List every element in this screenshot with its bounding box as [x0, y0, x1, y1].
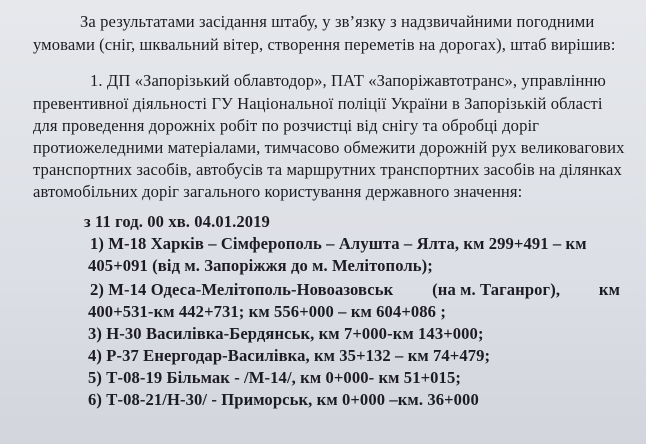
paragraph-line-3: для проведення дорожніх робіт по розчистці від снігу та обробці доріг — [33, 116, 540, 135]
road-2-line-1 — [90, 280, 620, 300]
road-2-name: 2) М-14 Одеса-Мелітополь-Новоазовськ — [90, 280, 394, 299]
paragraph-line-1: 1. ДП «Запорізький облавтодор», ПАТ «Запоріжавтотранс», управлінню — [90, 71, 606, 90]
intro-line-2: умовами (сніг, шквальний вітер, створення переметів на дорогах), штаб вирішив: — [33, 35, 616, 54]
intro-line-1: За результатами засідання штабу, у зв’язку з надзвичайними погодними — [80, 12, 595, 31]
road-4: 4) Р-37 Енергодар-Василівка, км 35+132 – км 74+479; — [88, 346, 491, 365]
road-3: 3) Н-30 Василівка-Бердянськ, км 7+000-км 143+000; — [88, 324, 484, 343]
paragraph-line-2: превентивної діяльності ГУ Національної поліції України в Запорізькій області — [33, 94, 603, 113]
road-2-km-label: км — [598, 280, 620, 299]
paragraph-line-6: автомобільних доріг загального користування державного значення: — [33, 182, 523, 201]
road-2-direction: (на м. Таганрог), — [432, 280, 561, 299]
paragraph-line-5: транспортних засобів, автобусів та маршрутних транспортних засобів на ділянках — [33, 160, 622, 179]
road-5: 5) Т-08-19 Більмак - /М-14/, км 0+000- км 51+015; — [88, 368, 461, 387]
road-2-line-2: 400+531-км 442+731; км 556+000 – км 604+086 ; — [88, 302, 446, 321]
road-1-line-1: 1) М-18 Харків – Сімферополь – Алушта – Ялта, км 299+491 – км — [90, 234, 587, 253]
paragraph-line-4: протиожеледними матеріалами, тимчасово обмежити дорожній рух великовагових — [33, 138, 625, 157]
restriction-time: з 11 год. 00 хв. 04.01.2019 — [84, 212, 270, 231]
road-1-line-2: 405+091 (від м. Запоріжжя до м. Мелітополь); — [88, 256, 433, 275]
road-6: 6) Т-08-21/Н-30/ - Приморськ, км 0+000 –км. 36+000 — [88, 390, 479, 409]
